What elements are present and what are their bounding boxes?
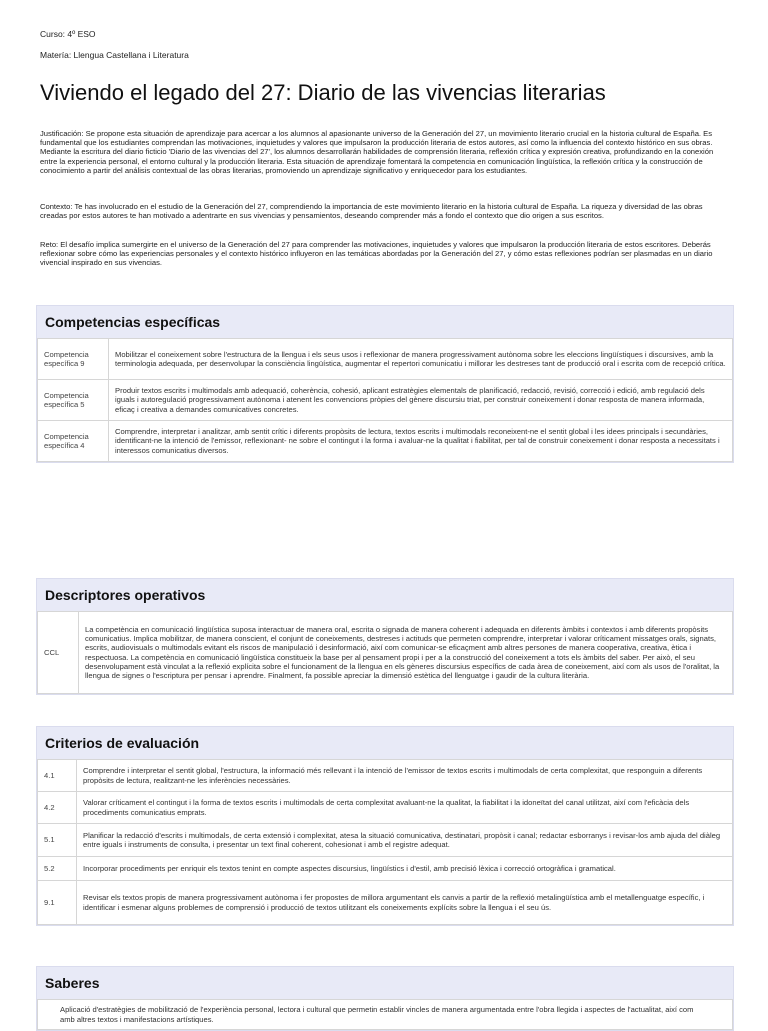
table-row [38,792,733,824]
competencia-label: Competencia específica 5 [38,380,109,421]
competencia-label: Competencia específica 9 [38,339,109,380]
competencia-text: Mobilitzar el coneixement sobre l'estructura de la llengua i els seus usos i reflexionar de manera progressivament autònoma sobre les eleccions lingüístiques i discursives, amb la terminologia adequada, per desenvolupar la consciència lingüística, augmentar el repertori comunicatiu i millorar les destreses tant de producció oral i escrita com de recepció crítica. [109,339,733,380]
competencias-heading: Competencias específicas [37,306,733,338]
saber-text: Aplicació d'estratègies de mobilització de l'experiència personal, lectora i cultural que permetin establir vincles de manera argumentada entre l'obra llegida i aspectes de l'actualitat, així com amb altres textos i manifestacions artístiques. [38,1000,733,1030]
course-label: Curso: 4º ESO [40,29,96,39]
criterio-code: 5.1 [38,824,77,857]
competencia-text: Comprendre, interpretar i analitzar, amb sentit crític i diferents propòsits de lectura, textos escrits i multimodals reconeixent-ne el sentit global i les idees principals i secundàries, identificant-ne la intenció de l'emissor, reflexionant- ne sobre el contingut i la forma i avaluar-ne la qualitat i fiabilitat, per tal de construir coneixement i donar resposta a necessitats i interessos comunicatius diversos. [109,421,733,462]
table-row [38,421,733,462]
table-row [38,380,733,421]
competencias-section [36,305,734,463]
table-row [38,1000,733,1030]
criterio-text: Valorar críticament el contingut i la forma de textos escrits i multimodals de certa complexitat avaluant-ne la qualitat, la fiabilitat i la idoneïtat del canal utilitzat, així com l'eficàcia dels procediments comunicatius emprats. [77,792,733,824]
criterio-text: Comprendre i interpretar el sentit global, l'estructura, la informació més rellevant i la intenció de l'emissor de textos escrits i multimodals de certa complexitat, que responguin a diferents propòsits de lectura, realitzant-ne les inferències necessàries. [77,760,733,792]
competencia-label: Competencia específica 4 [38,421,109,462]
challenge-paragraph: Reto: El desafío implica sumergirte en el universo de la Generación del 27 para comprender las motivaciones, inquietudes y valores que impulsaron la producción literaria de estos escritores. Deberás reflexionar sobre cómo las experiencias personales y el contexto histórico influyeron en las temáticas abordadas por la Generación del 27, y cómo estas reflexiones podrían ser plasmadas en un diario vivencial inspirado en sus vivencias. [40,240,713,268]
table-row [38,612,733,694]
descriptor-code: CCL [38,612,79,694]
justification-paragraph: Justificación: Se propone esta situación de aprendizaje para acercar a los alumnos al apasionante universo de la Generación del 27, un movimiento literario crucial en la historia cultural de España. Es fundamental que los estudiantes comprendan las motivaciones, inquietudes y valores que impulsaron la producción literaria de estos autores, así como la influencia del contexto histórico en sus obras. Mediante la escritura del diario ficticio 'Diario de las vivencias del 27', los alumnos desarrollarán habilidades de comprensión literaria, reflexión crítica y expresión creativa, profundizando en la conexión entre la experiencia personal, el entorno cultural y la producción literaria. Esta situación de aprendizaje fomentará la competencia en comunicación lingüística, la reflexión crítica y la construcción de conocimiento a partir del análisis contextual de las obras literarias, promoviendo un aprendizaje significativo y enriquecedor para los estudiantes. [40,129,714,175]
descriptores-section [36,578,734,695]
competencia-text: Produir textos escrits i multimodals amb adequació, coherència, cohesió, aplicant estratègies elementals de planificació, redacció, revisió, correcció i edició, amb regulació dels iguals i autoregulació progressivament autònoma i atenent les convencions pròpies del gènere discursiu triat, per construir coneixement i donar resposta de manera informada, eficaç i creativa a demandes comunicatives concretes. [109,380,733,421]
saberes-section [36,966,734,1031]
context-paragraph: Contexto: Te has involucrado en el estudio de la Generación del 27, comprendiendo la importancia de este movimiento literario en la historia cultural de España. La riqueza y diversidad de las obras creadas por estos autores te han motivado a adentrarte en sus vivencias y pensamientos, deseando comprender más a fondo el contexto que dio origen a sus escritos. [40,202,703,221]
page-title: Viviendo el legado del 27: Diario de las vivencias literarias [40,80,606,105]
criterio-text: Revisar els textos propis de manera progressivament autònoma i fer propostes de millora argumentant els canvis a partir de la reflexió metalingüística amb el metallenguatge específic, i identificar i esmenar alguns problemes de comprensió i producció de textos utilitzant els coneixements explícits sobre la llengua i el seu ús. [77,881,733,925]
criterios-heading: Criterios de evaluación [37,727,733,759]
table-row [38,339,733,380]
descriptor-text: La competència en comunicació lingüística suposa interactuar de manera oral, escrita o signada de manera coherent i adequada en diferents àmbits i contextos i amb diferents propòsits comunicatius. Implica mobilitzar, de manera conscient, el conjunt de coneixements, destreses i actituds que permeten comprendre, interpretar i valorar críticament missatges orals, signats, escrits, audiovisuals o multimodals evitant els riscos de manipulació i desinformació, així com comunicar-se eficaçment amb altres persones de manera cooperativa, creativa, ètica i respectuosa. La competència en comunicació lingüística constitueix la base per al pensament propi i per a la construcció del coneixement a tots els àmbits del saber. Per això, el seu desenvolupament està vinculat a la reflexió explícita sobre el funcionament de la llengua en els gèneres discursius específics de cada àrea de coneixement, així com als usos de l'oralitat, la llengua de signes o l'escriptura per pensar i aprendre. Finalment, fa possible apreciar la dimensió estètica del llenguatge i gaudir de la cultura literària. [79,612,733,694]
criterio-text: Incorporar procediments per enriquir els textos tenint en compte aspectes discursius, lingüístics i d'estil, amb precisió lèxica i correcció ortogràfica i gramatical. [77,857,733,881]
criterio-code: 9.1 [38,881,77,925]
table-row [38,857,733,881]
table-row [38,881,733,925]
table-row [38,824,733,857]
criterio-code: 4.2 [38,792,77,824]
competencias-table [37,338,733,462]
criterio-code: 5.2 [38,857,77,881]
criterio-text: Planificar la redacció d'escrits i multimodals, de certa extensió i complexitat, atesa la situació comunicativa, destinatari, propòsit i canal; redactar esborranys i revisar-los amb ajuda del diàleg entre iguals i instruments de consulta, i presentar un text final coherent, cohesionat i amb el registre adequat. [77,824,733,857]
saberes-table [37,999,733,1030]
criterio-code: 4.1 [38,760,77,792]
subject-label: Matería: Llengua Castellana i Literatura [40,50,189,60]
descriptores-table [37,611,733,694]
descriptores-heading: Descriptores operativos [37,579,733,611]
criterios-section [36,726,734,926]
criterios-table [37,759,733,925]
table-row [38,760,733,792]
saberes-heading: Saberes [37,967,733,999]
